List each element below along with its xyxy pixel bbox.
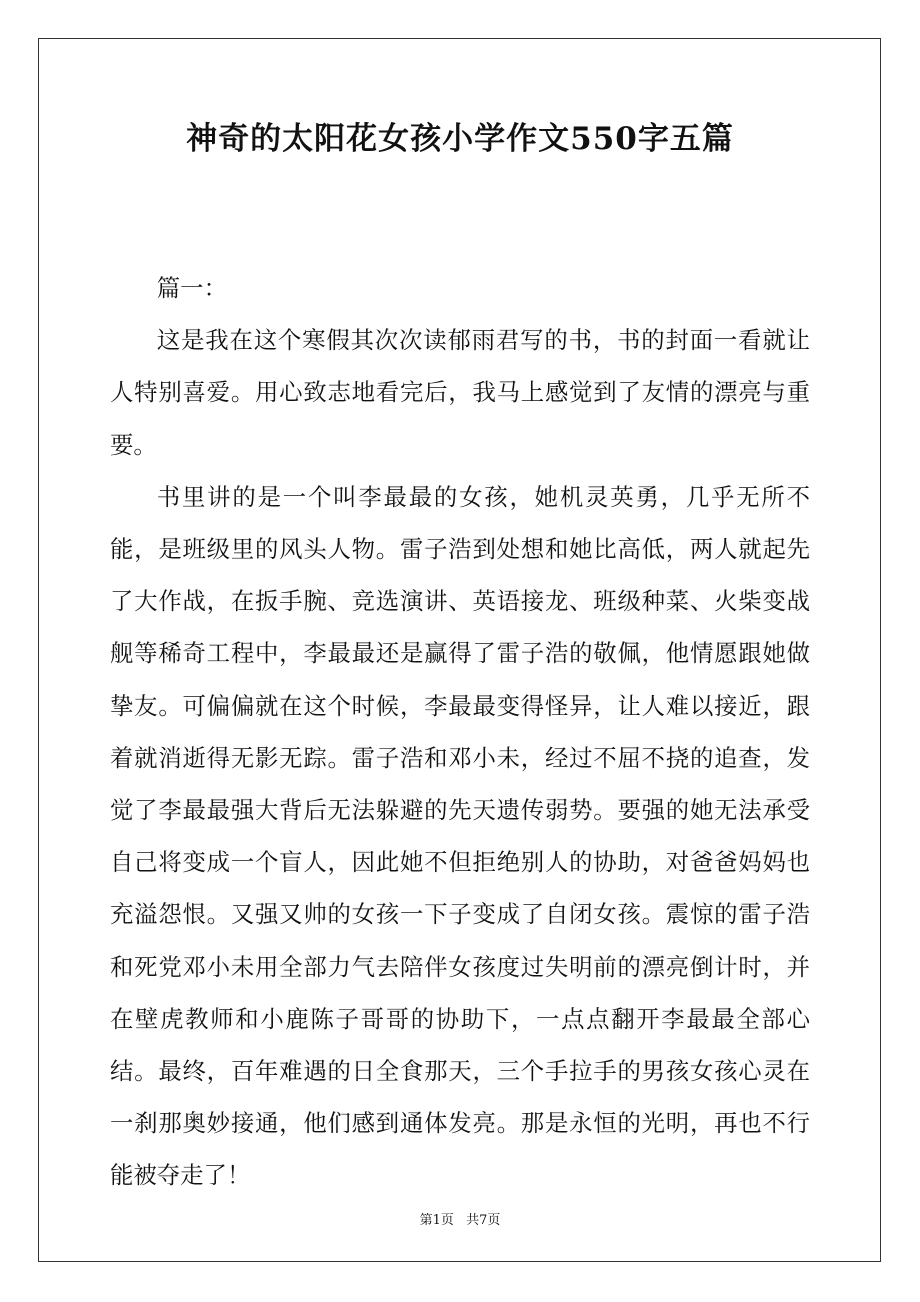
paragraph: 书里讲的是一个叫李最最的女孩，她机灵英勇，几乎无所不能，是班级里的风头人物。雷子浩到处想和她比高低，两人就起先了大作战，在扳手腕、竞选演讲、英语接龙、班级种菜、火柴变战舰等稀奇工程中，李最最还是赢得了雷子浩的敬佩，他情愿跟她做挚友。可偏偏就在这个时候，李最最变得怪异，让人难以接近，跟着就消逝得无影无踪。雷子浩和邓小未，经过不屈不挠的追查，发觉了李最最强大背后无法躲避的先天遗传弱势。要强的她无法承受自己将变成一个盲人，因此她不但拒绝别人的协助，对爸爸妈妈也充溢怨恨。又强又帅的女孩一下子变成了自闭女孩。震惊的雷子浩和死党邓小未用全部力气去陪伴女孩度过失明前的漂亮倒计时，并在壁虎教师和小鹿陈子哥哥的协助下，一点点翻开李最最全部心结。最终，百年难遇的日全食那天，三个手拉手的男孩女孩心灵在一刹那奥妙接通，他们感到通体发亮。那是永恒的光明，再也不行能被夺走了！ xyxy=(110,482,810,1190)
document-body xyxy=(110,262,810,1202)
page-footer xyxy=(0,1209,920,1228)
paragraph: 这是我在这个寒假其次次读郁雨君写的书，书的封面一看就让人特别喜爱。用心致志地看完后，我马上感觉到了友情的漂亮与重要。 xyxy=(110,326,810,459)
section-heading: 篇一： xyxy=(156,274,227,302)
page-number: 第1页 xyxy=(419,1213,454,1228)
page-total: 共7页 xyxy=(466,1213,501,1228)
document-title: 神奇的太阳花女孩小学作文550字五篇 xyxy=(186,121,734,157)
